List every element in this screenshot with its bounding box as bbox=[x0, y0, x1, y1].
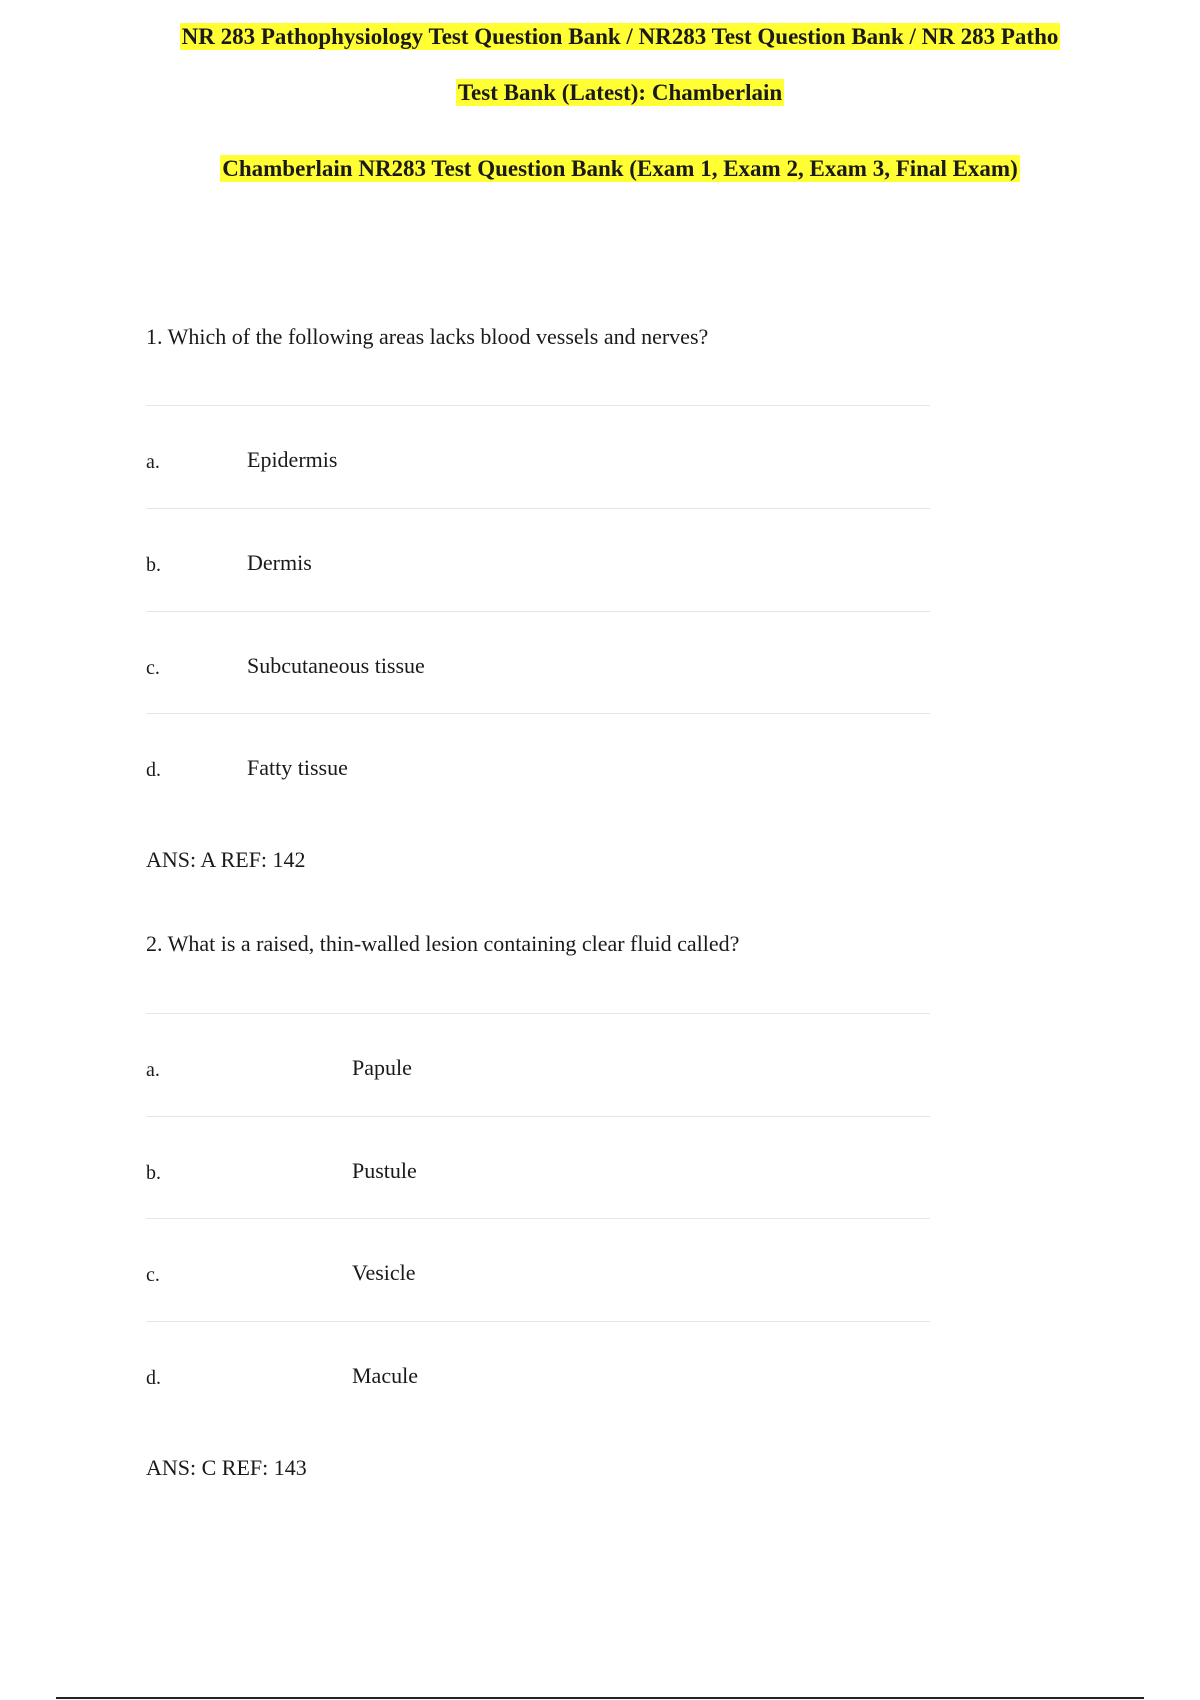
answer-2: ANS: C REF: 143 bbox=[146, 1455, 307, 1480]
option-text: Macule bbox=[352, 1363, 418, 1388]
subtitle-text: Chamberlain NR283 Test Question Bank (Exam 1, Exam 2, Exam 3, Final Exam) bbox=[222, 156, 1018, 181]
option-letter: a. bbox=[146, 451, 160, 473]
option-text: Pustule bbox=[352, 1158, 417, 1183]
option-text: Subcutaneous tissue bbox=[247, 653, 425, 678]
divider bbox=[146, 508, 930, 509]
option-letter: c. bbox=[146, 657, 160, 679]
option-text: Fatty tissue bbox=[247, 755, 348, 780]
option-text: Epidermis bbox=[247, 447, 338, 472]
question-2-text: 2. What is a raised, thin-walled lesion containing clear fluid called? bbox=[146, 931, 740, 956]
divider bbox=[146, 611, 930, 612]
subtitle bbox=[20, 154, 1200, 184]
answer-1: ANS: A REF: 142 bbox=[146, 847, 306, 872]
page-bottom-rule bbox=[56, 1697, 1144, 1699]
option-letter: a. bbox=[146, 1059, 160, 1081]
option-letter: c. bbox=[146, 1264, 160, 1286]
divider bbox=[146, 1116, 930, 1117]
title-line-1-text: NR 283 Pathophysiology Test Question Bank / NR283 Test Question Bank / NR 283 Patho bbox=[181, 24, 1059, 49]
divider bbox=[146, 405, 930, 406]
option-letter: b. bbox=[146, 1162, 161, 1184]
option-text: Vesicle bbox=[352, 1260, 416, 1285]
divider bbox=[146, 1321, 930, 1322]
option-text: Papule bbox=[352, 1055, 412, 1080]
title-line-2-text: Test Bank (Latest): Chamberlain bbox=[457, 80, 783, 105]
title-line-1 bbox=[20, 22, 1200, 52]
divider bbox=[146, 1218, 930, 1219]
divider bbox=[146, 1013, 930, 1014]
title-line-2 bbox=[20, 78, 1200, 108]
option-letter: d. bbox=[146, 1367, 161, 1389]
question-1-text: 1. Which of the following areas lacks blood vessels and nerves? bbox=[146, 324, 709, 349]
option-text: Dermis bbox=[247, 550, 312, 575]
option-letter: b. bbox=[146, 554, 161, 576]
option-letter: d. bbox=[146, 759, 161, 781]
divider bbox=[146, 713, 930, 714]
